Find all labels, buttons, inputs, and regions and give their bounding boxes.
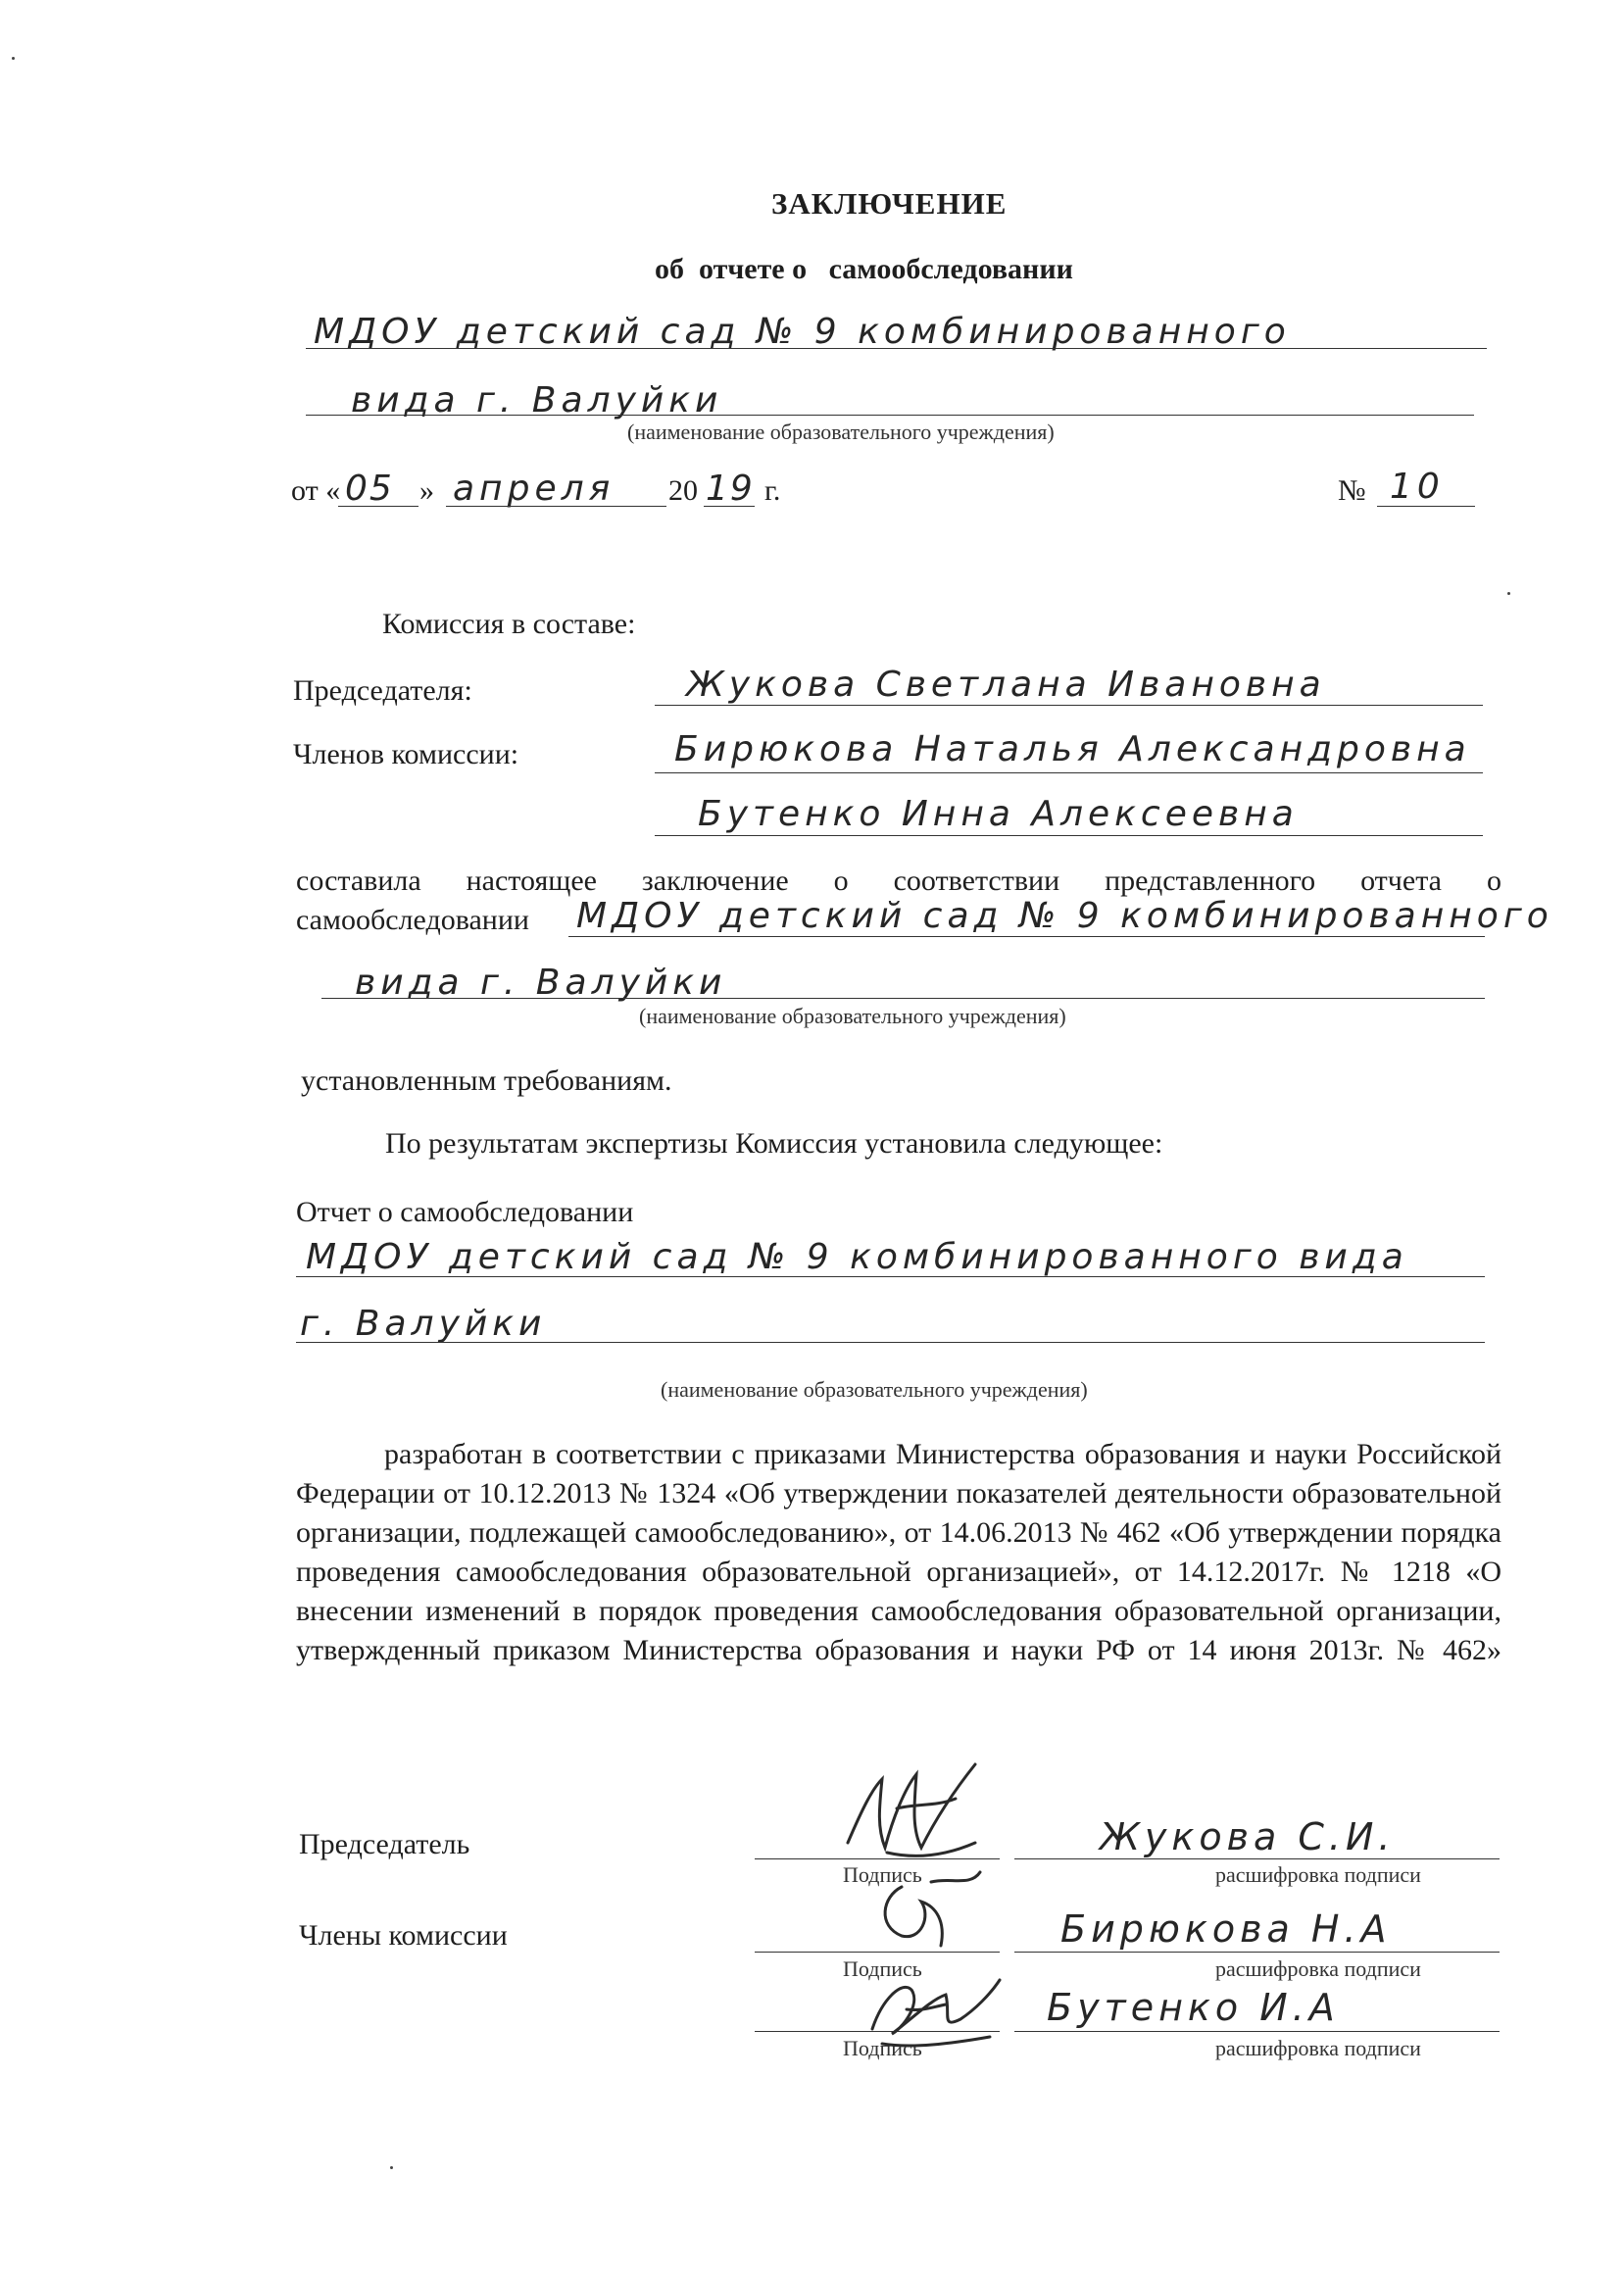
chair-signature-scribble — [828, 1750, 1024, 1877]
signature-members-label: Члены комиссии — [299, 1919, 508, 1952]
compiled-word: представленного — [1105, 865, 1316, 897]
date-month: апреля — [453, 469, 615, 509]
signature-chair-label: Председатель — [299, 1828, 470, 1860]
institution-caption: (наименование образовательного учреждения) — [627, 420, 1055, 444]
date-year-rule — [704, 506, 755, 507]
member-2-signature-scribble — [853, 1960, 1019, 2058]
date-day: 05 — [345, 469, 394, 509]
results-line2-rule — [296, 1342, 1485, 1343]
date-month-rule — [446, 506, 666, 507]
institution-handwritten-line2: вида г. Валуйки — [351, 380, 723, 421]
compiled-line1-rule — [568, 936, 1485, 937]
decode-line-2 — [1014, 1952, 1500, 1953]
commission-intro: Комиссия в составе: — [382, 608, 636, 640]
scan-speck — [1507, 592, 1510, 595]
document-number: 10 — [1390, 467, 1445, 507]
member-2-rule — [655, 835, 1483, 836]
compiled-word: отчета — [1360, 865, 1442, 897]
scan-speck — [12, 57, 15, 60]
compiled-word: заключение — [641, 865, 789, 897]
date-prefix: от « — [291, 474, 341, 507]
decode-name-2: Бирюкова Н.А — [1060, 1907, 1392, 1951]
results-paragraph: разработан в соответствии с приказами Министерства образования и науки Российской Федерации от 10.12.2013 № 1324 «Об утверждении показателей деятельности образовательной организации, подлежащей самообследованию», от 14.06.2013 № 462 «Об утверждении порядка проведения самообследования образовательной организацией», от 14.12.2017г. № 1218 «О внесении изменений в порядок проведения самообследования образовательной организации, утвержденный приказом Министерства образования и науки РФ от 14 июня 2013г. № 462» — [296, 1438, 1501, 1666]
decode-name-3: Бутенко И.А — [1047, 1986, 1340, 2029]
decode-name-1: Жукова С.И. — [1100, 1815, 1396, 1858]
compiled-sentence-line1 — [296, 865, 1501, 898]
compiled-caption: (наименование образовательного учреждения) — [639, 1004, 1066, 1028]
compiled-word: соответствии — [893, 865, 1060, 897]
compiled-word: о — [833, 865, 849, 897]
members-label: Членов комиссии: — [293, 738, 519, 770]
member-1-rule — [655, 772, 1483, 773]
results-caption: (наименование образовательного учреждения) — [661, 1377, 1088, 1402]
compiled-line2-prefix: самообследовании — [296, 904, 529, 936]
results-institution-line1: МДОУ детский сад № 9 комбинированного вида — [306, 1237, 1408, 1277]
scan-speck — [390, 2166, 393, 2169]
compiled-word: составила — [296, 865, 421, 897]
results-intro: По результатам экспертизы Комиссия установила следующее: — [385, 1127, 1163, 1160]
results-institution-line2: г. Валуйки — [300, 1304, 547, 1344]
decode-line-1 — [1014, 1858, 1500, 1859]
compiled-word: настоящее — [466, 865, 597, 897]
compiled-line2-rule — [321, 998, 1485, 999]
document-title: ЗАКЛЮЧЕНИЕ — [771, 186, 1008, 221]
decode-line-3 — [1014, 2031, 1500, 2032]
compiled-word: о — [1486, 865, 1501, 897]
document-number-rule — [1377, 506, 1475, 507]
report-label: Отчет о самообследовании — [296, 1196, 634, 1228]
date-year-unit: г. — [764, 474, 781, 507]
date-year-suffix: 19 — [706, 469, 755, 509]
results-line1-rule — [296, 1276, 1485, 1277]
date-day-rule — [338, 506, 418, 507]
decode-caption-1: расшифровка подписи — [1215, 1862, 1421, 1887]
date-day-close: » — [419, 474, 434, 507]
institution-handwritten-line1: МДОУ детский сад № 9 комбинированного — [314, 312, 1291, 352]
decode-caption-3: расшифровка подписи — [1215, 2036, 1421, 2060]
decode-caption-2: расшифровка подписи — [1215, 1956, 1421, 1981]
document-subtitle: об отчете о самообследовании — [655, 253, 1073, 285]
signature-caption-2: Подпись — [843, 1956, 922, 1981]
signature-caption-3: Подпись — [843, 2036, 922, 2060]
institution-line1-rule — [306, 348, 1487, 349]
number-label: № — [1338, 474, 1366, 507]
member-name-1: Бирюкова Наталья Александровна — [674, 729, 1471, 769]
compiled-conclusion: установленным требованиям. — [301, 1064, 672, 1097]
compiled-institution-line2: вида г. Валуйки — [355, 963, 727, 1003]
chair-name-rule — [655, 705, 1483, 706]
member-1-signature-scribble — [862, 1867, 1009, 1955]
date-year-prefix: 20 — [668, 474, 698, 507]
institution-line2-rule — [306, 415, 1474, 416]
member-name-2: Бутенко Инна Алексеевна — [698, 794, 1299, 834]
compiled-institution-line1: МДОУ детский сад № 9 комбинированного — [576, 896, 1553, 936]
chair-label: Председателя: — [293, 674, 472, 707]
signature-caption-1: Подпись — [843, 1862, 922, 1887]
chair-name: Жукова Светлана Ивановна — [686, 665, 1326, 705]
